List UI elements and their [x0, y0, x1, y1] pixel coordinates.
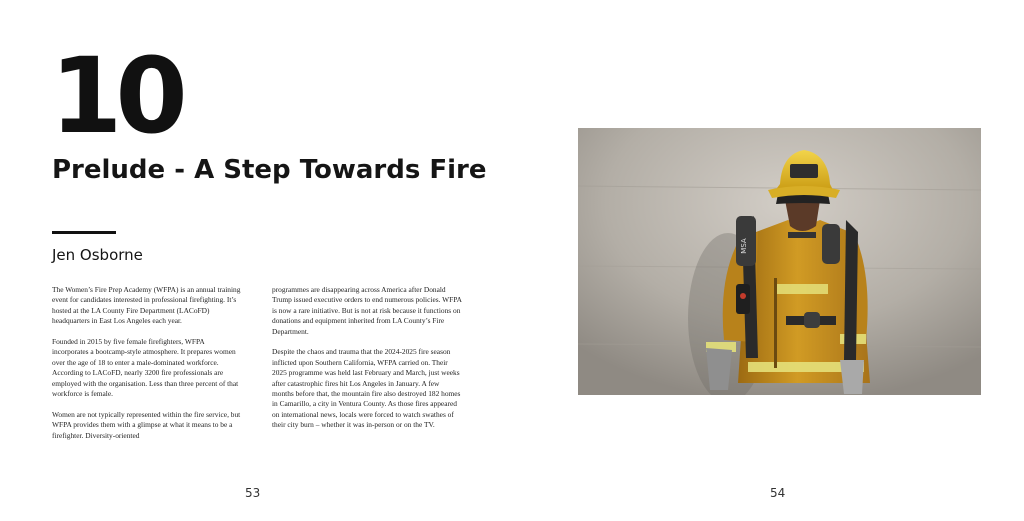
author-name: Jen Osborne: [52, 246, 143, 264]
chapter-number: 10: [50, 35, 181, 157]
firefighter-illustration: [578, 128, 981, 395]
tank-label: MSA: [740, 238, 748, 254]
body-column-1: [52, 285, 242, 451]
page-number-right: 54: [770, 486, 786, 500]
firefighter-photo: [578, 128, 981, 395]
paragraph: Women are not typically represented within the fire service, but WFPA provides them with a glimpse at what it means to be a firefighter. Diversity-oriented: [52, 409, 241, 440]
paragraph: Founded in 2015 by five female firefighters, WFPA incorporates a bootcamp-style atmosphere. It prepares women over the age of 18 to enter a male-dominated workforce. According to LACoFD, nearly 3200 fire professionals are employed with the organisation. Less than three percent of that workforce is female.: [52, 337, 239, 399]
chapter-title: Prelude - A Step Towards Fire: [52, 155, 487, 185]
body-column-2: [272, 285, 462, 441]
right-page: [512, 0, 1024, 521]
paragraph: programmes are disappearing across America after Donald Trump issued executive orders to end numerous policies. WFPA is now a rare initiative. But is not at risk because it functions on donations and equipment inherited from LA County’s Fire Department.: [272, 285, 462, 336]
paragraph: Despite the chaos and trauma that the 2024-2025 fire season inflicted upon Southern California, WFPA carried on. Their 2025 programme was held last February and March, just weeks after catastrophic fires hit Los Angeles in January. A few months before that, the mountain fire also destroyed 182 homes in Camarillo, a city in Ventura County. As those fires appeared on international news, locals were forced to watch swathes of their city burn – whether it was in-person or on the TV.: [272, 347, 461, 430]
paragraph: The Women’s Fire Prep Academy (WFPA) is an annual training event for candidates interested in professional firefighting. It’s hosted at the LA County Fire Department (LACoFD) headquarters in East Los Angeles each year.: [52, 285, 241, 326]
glove-left: [706, 348, 732, 390]
author-divider: [52, 231, 116, 234]
page-number-left: 53: [245, 486, 261, 500]
glove-right: [840, 360, 864, 394]
